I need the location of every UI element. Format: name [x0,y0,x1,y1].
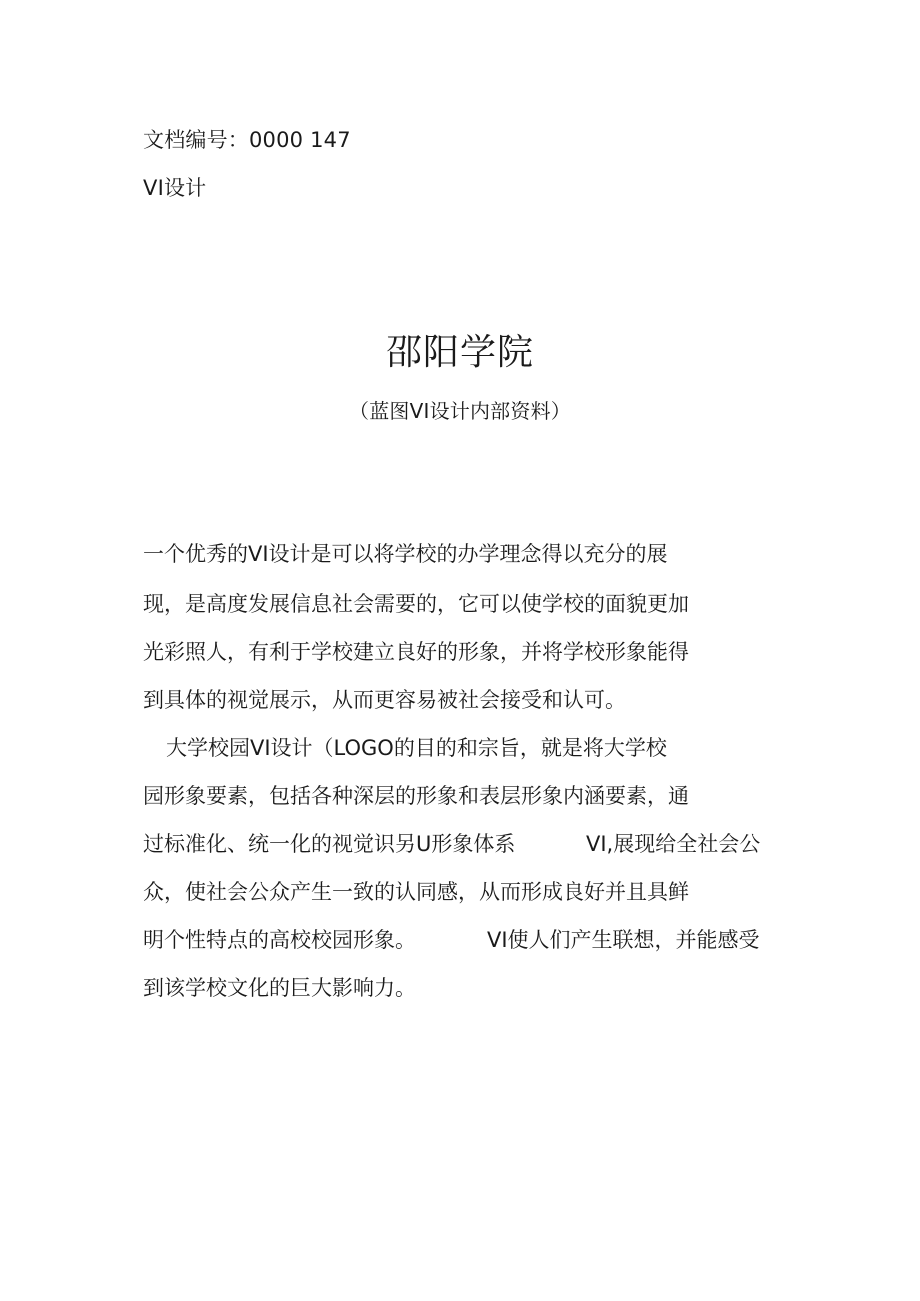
paragraph2-line-5b: VI使人们产生联想，并能感受 [487,928,760,952]
paragraph2-line-5a: 明个性特点的高校校园形象。 [143,928,416,952]
document-number: 文档编号：0000 147 [143,128,351,152]
paragraph1-line-1: 一个优秀的VI设计是可以将学校的办学理念得以充分的展 [143,542,668,566]
paragraph2-line-6: 到该学校文化的巨大影响力。 [143,976,416,1000]
paragraph1-line-3: 光彩照人，有利于学校建立良好的形象，并将学校形象能得 [143,640,689,664]
paragraph2-line-3b: VI,展现给全社会公 [586,832,761,856]
paragraph2-line-4: 众，使社会公众产生一致的认同感，从而形成良好并且具鲜 [143,880,689,904]
paragraph1-line-4: 到具体的视觉展示，从而更容易被社会接受和认可。 [143,688,626,712]
page-subtitle: （蓝图VI设计内部资料） [349,399,571,423]
paragraph2-line-1: 大学校园VI设计（LOGO的目的和宗旨，就是将大学校 [166,736,667,760]
page-title: 邵阳学院 [385,332,534,373]
document-category: VI设计 [143,176,207,200]
paragraph2-line-2: 园形象要素，包括各种深层的形象和表层形象内涵要素，通 [143,784,689,808]
paragraph1-line-2: 现，是高度发展信息社会需要的，它可以使学校的面貌更加 [143,592,689,616]
paragraph2-line-3a: 过标准化、统一化的视觉识另U形象体系 [143,832,516,856]
